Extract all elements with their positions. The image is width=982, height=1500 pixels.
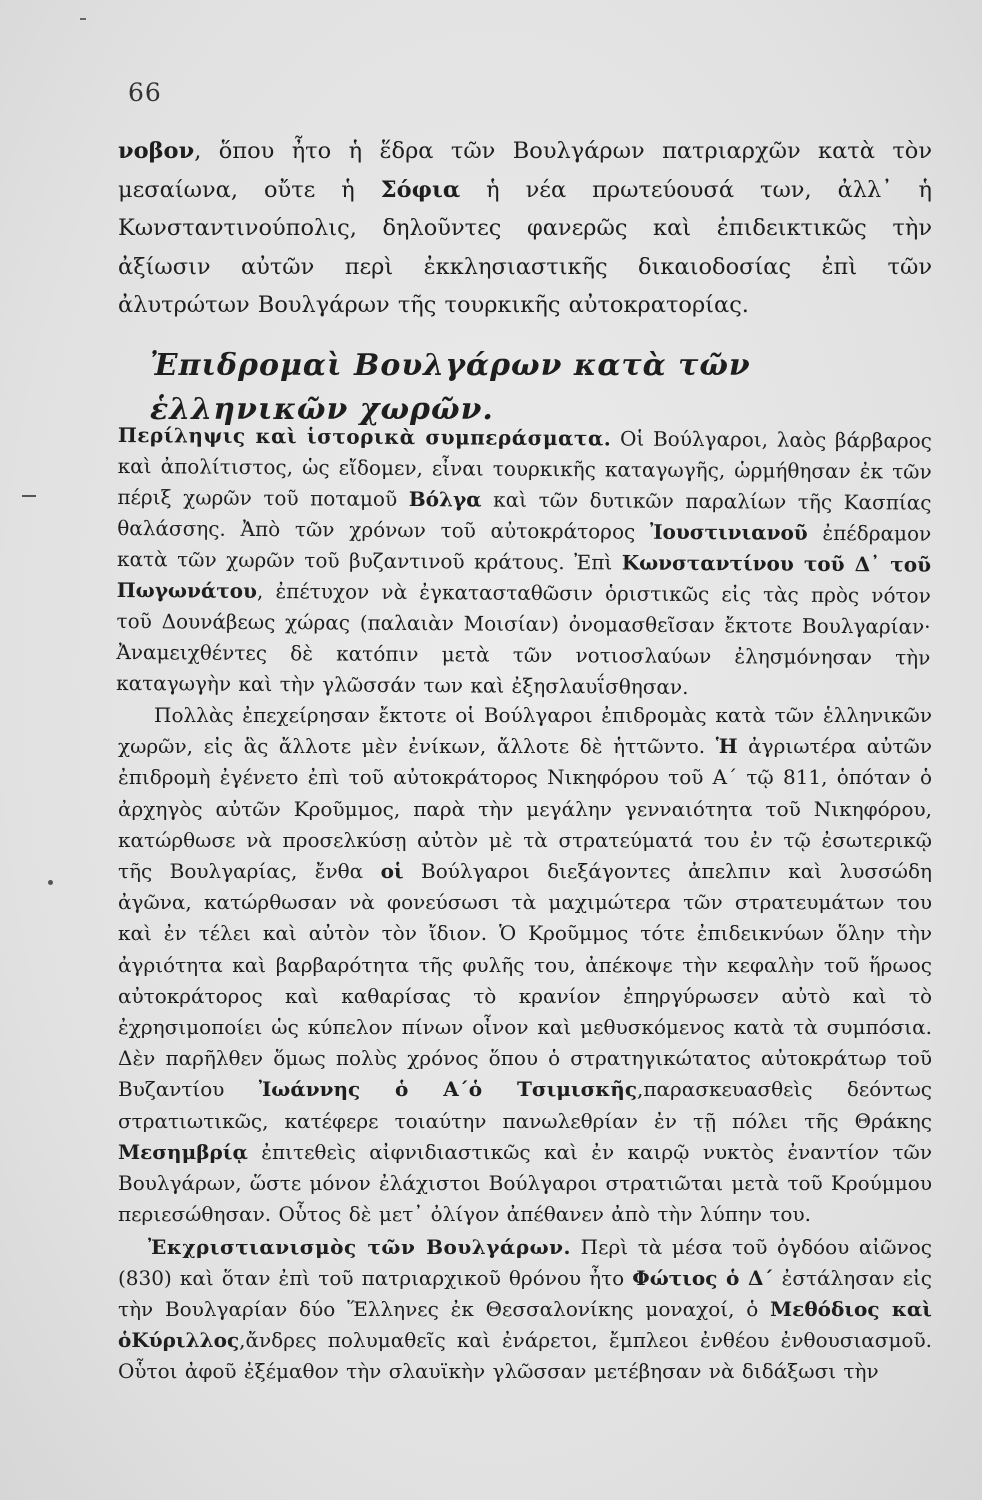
intro-bold-word: νοβον bbox=[118, 138, 195, 164]
christianization-text-part: ,ἄνδρες πολυμαθεῖς καὶ ἐνάρετοι, ἔμπλεοι ἐνθέου ἐνθουσιασμοῦ. Οὗτοι ἀφοῦ ἐξέμαθον τὴν σλαυϊκὴν γλῶσσαν μετέβησαν νὰ διδάξωσι τὴν bbox=[118, 1328, 932, 1383]
bold-oi: οἱ bbox=[380, 859, 404, 884]
intro-bold-sofia: Σόφια bbox=[380, 176, 461, 203]
bold-tzimiskes: Ἰωάννης ὁ Α΄ὁ Τσιμισκῆς bbox=[258, 1077, 638, 1102]
bold-mesembria: Μεσημβρίᾳ bbox=[118, 1139, 248, 1164]
intro-text-part: , ὅπου ἦτο ἡ ἕδρα τῶν Βουλγάρων πατριαρχῶν κατὰ τὸν μεσαίωνα, οὔτε ἡ bbox=[118, 138, 932, 203]
page-number: 66 bbox=[128, 78, 162, 107]
raids-text-part: Πολλὰς ἐπεχείρησαν ἔκτοτε οἱ Βούλγαροι ἐπιδρομὰς κατὰ τῶν ἑλληνικῶν χωρῶν, εἰς ἃς ἄλλοτε μὲν ἐνίκων, ἄλλοτε δὲ ἡττῶντο. bbox=[118, 703, 932, 759]
summary-text-part: , ἐπέτυχον νὰ ἐγκατασταθῶσιν ὁριστικῶς εἰς τὰς πρὸς νότον τοῦ Δουνάβεως χώρας (παλαιὰν Μοισίαν) ὀνομασθεῖσαν ἔκτοτε Βουλγαρίαν· Ἀναμειχθέντες δὲ κατόπιν μετὰ τῶν νοτιοσλαύων ἐλησμόνησαν τὴν καταγωγὴν καὶ τὴν γλῶσσάν των καὶ ἐξησλαυΐσθησαν. bbox=[116, 578, 931, 699]
margin-dot bbox=[48, 880, 53, 885]
bold-volga: Βόλγα bbox=[408, 487, 482, 512]
intro-text-part: ἡ νέα πρωτεύουσά των, ἀλλ᾿ ἡ Κωνσταντινούπολις, δηλοῦντες φανερῶς καὶ ἐπιδεικτικῶς τὴν ἀξίωσιν αὐτῶν περὶ ἐκκλησιαστικῆς δικαιοδοσίας ἐπὶ τῶν ἀλυτρώτων Βουλγάρων τῆς τουρκικῆς αὐτοκρατορίας. bbox=[118, 176, 932, 318]
summary-text bbox=[116, 420, 932, 705]
section-heading: Ἐπιδρομαὶ Βουλγάρων κατὰ τῶν ἑλληνικῶν χωρῶν. bbox=[150, 348, 751, 427]
intro-text bbox=[118, 132, 932, 325]
raids-text-part: ἐπιτεθεὶς αἰφνιδιαστικῶς καὶ ἐν καιρῷ νυκτὸς ἐναντίον τῶν Βουλγάρων, ὥστε μόνον ἐλάχιστοι Βούλγαροι στρατιῶται μετὰ τοῦ Κρούμμου περιεσώθησαν. Οὗτος δὲ μετ᾿ ὀλίγον ἀπέθανεν ἀπὸ τὴν λύπην του. bbox=[118, 1139, 932, 1227]
christianization-text-part: ἐστάλησαν εἰς τὴν Βουλγαρίαν δύο Ἕλληνες ἐκ Θεσσαλονίκης μοναχοί, ὁ bbox=[118, 1266, 932, 1321]
summary-text-part: καὶ τῶν δυτικῶν παραλίων τῆς Κασπίας θαλάσσης. Ἀπὸ τῶν χρόνων τοῦ αὐτοκράτορος bbox=[117, 487, 932, 544]
scan-mark bbox=[80, 18, 86, 20]
raids-text-part: Βούλγαροι διεξάγοντες ἀπελπιν καὶ λυσσώδη ἀγῶνα, κατώρθωσαν νὰ φονεύσωσι τὰ μαχιμώτερα τῶν στρατευμάτων του καὶ ἐν τέλει καὶ αὐτὸν τὸν ἴδιον. Ὁ Κροῦμμος τότε ἐπιδεικνύων ὅλην τὴν ἀγριότητα καὶ βαρβαρότητα τῆς φυλῆς του, ἀπέκοψε τὴν κεφαλὴν τοῦ ἥρωος αὐτοκράτορος καὶ καθαρίσας τὸ κρανίον ἐπηργύρωσεν αὐτὸ καὶ τὸ ἐχρησιμοποίει ὡς κύπελον πίνων οἶνον καὶ μεθυσκόμενος κατὰ τὰ συμπόσια. Δὲν παρῆλθεν ὅμως πολὺς χρόνος ὅπου ὁ στρατηγικώτατος αὐτοκράτωρ τοῦ Βυζαντίου bbox=[118, 859, 933, 1102]
christianization-text bbox=[118, 1232, 932, 1387]
christianization-paragraph bbox=[118, 1232, 932, 1387]
raids-paragraph bbox=[118, 700, 932, 1230]
summary-text-part: ἐπέδραμον κατὰ τῶν χωρῶν τοῦ βυζαντινοῦ κράτους. Ἐπὶ bbox=[116, 520, 932, 575]
margin-mark bbox=[22, 495, 36, 497]
raids-text-part: ἀγριωτέρα αὐτῶν ἐπιδρομὴ ἐγένετο ἐπὶ τοῦ αὐτοκράτορος Νικηφόρου τοῦ Α΄ τῷ 811, ὁπόταν ὁ ἀρχηγὸς αὐτῶν Κροῦμμος, παρὰ τὴν μεγάλην γενναιότητα τοῦ Νικηφόρου, κατώρθωσε νὰ προσελκύσῃ αὐτὸν μὲ τὰ στρατεύματά του ἐν τῷ ἐσωτερικῷ τῆς Βουλγαρίας, ἔνθα bbox=[118, 734, 932, 884]
summary-text-part: Οἱ Βούλγαροι, λαὸς βάρβαρος καὶ ἀπολίτιστος, ὡς εἴδομεν, εἶναι τουρκικῆς καταγωγῆς, ὡρμήθησαν ἐκ τῶν πέριξ χωρῶν τοῦ ποταμοῦ bbox=[117, 426, 932, 512]
christianization-lead: Ἐκχριστιανισμὸς τῶν Βουλγάρων. bbox=[148, 1235, 572, 1259]
christianization-text-part: Περὶ τὰ μέσα τοῦ ὀγδόου αἰῶνος (830) καὶ ὅταν ἐπὶ τοῦ πατριαρχικοῦ θρόνου ἦτο bbox=[118, 1235, 932, 1290]
bold-constantine: Κωνσταντίνου τοῦ Δ᾿ τοῦ Πωγωνάτου bbox=[116, 550, 932, 603]
intro-paragraph bbox=[118, 132, 932, 325]
bold-article: Ἡ bbox=[715, 734, 738, 759]
bold-photius: Φώτιος ὁ Δ΄ bbox=[632, 1266, 774, 1290]
raids-text-part: ,παρασκευασθεὶς δεόντως στρατιωτικῶς, κατέφερε τοιαύτην πανωλεθρίαν ἐν τῇ πόλει τῆς Θράκης bbox=[118, 1077, 932, 1133]
bold-justinian: Ἰουστινιανοῦ bbox=[649, 519, 808, 545]
summary-lead: Περίληψις καὶ ἱστορικὰ συμπεράσματα. bbox=[117, 422, 612, 451]
summary-paragraph bbox=[116, 420, 932, 705]
raids-text bbox=[118, 700, 932, 1230]
bold-methodius-cyril: Μεθόδιος καὶ ὁΚύριλλος bbox=[118, 1297, 932, 1352]
